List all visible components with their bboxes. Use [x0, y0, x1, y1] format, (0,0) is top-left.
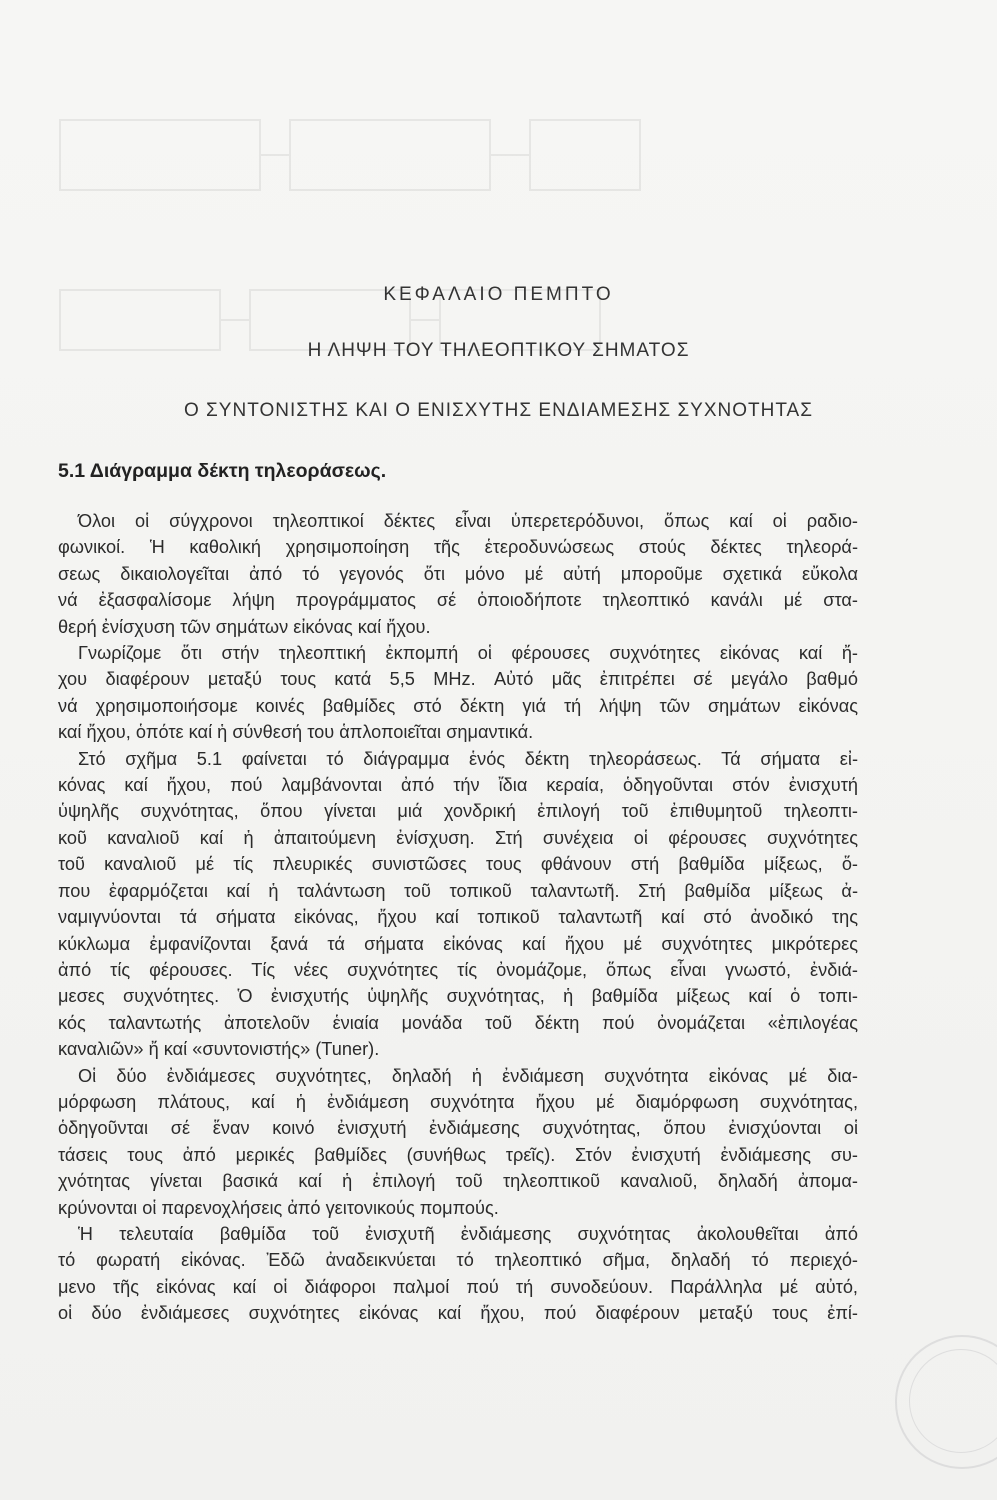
text-line: νά χρησιμοποιήσομε κοινές βαθμίδες στό δέκτη γιά τή λήψη τῶν σημάτων εἰκόνας — [58, 695, 858, 716]
text-line: νά ἐξασφαλίσομε λήψη προγράμματος σέ ὁποιοδήποτε τηλεοπτικό κανάλι μέ στα- — [58, 590, 858, 611]
text-line: τό φωρατή εἰκόνας. Ἐδῶ ἀναδεικνύεται τό τηλεοπτικό σῆμα, δηλαδή τό περιεχό- — [58, 1250, 858, 1271]
paragraph — [58, 1063, 858, 1221]
paragraph — [58, 746, 858, 1063]
text-line: ὑψηλῆς συχνότητας, ὅπου γίνεται μιά χονδρική ἐπιλογή τοῦ ἐπιθυμητοῦ τηλεοπτι- — [58, 801, 858, 822]
text-line: μεσες συχνότητες. Ὁ ἐνισχυτής ὑψηλῆς συχνότητας, ἡ βαθμίδα μίξεως καί ὁ τοπι- — [58, 986, 858, 1007]
text-line: τοῦ καναλιοῦ μέ τίς πλευρικές συνιστῶσες τους φθάνουν στή βαθμίδα μίξεως, ὅ- — [58, 854, 858, 875]
chapter-title: Η ΛΗΨΗ ΤΟΥ ΤΗΛΕΟΠΤΙΚΟΥ ΣΗΜΑΤΟΣ — [307, 340, 690, 361]
text-line: μενο τῆς εἰκόνας καί οἱ διάφοροι παλμοί πού τή συνοδεύουν. Παράλληλα μέ αὐτό, — [58, 1276, 858, 1297]
text-line: θερή ἐνίσχυση τῶν σημάτων εἰκόνας καί ἤχου. — [58, 616, 431, 637]
text-line: κρύνονται οἱ παρενοχλήσεις ἀπό γειτονικούς πομπούς. — [58, 1197, 499, 1218]
text-line: Γνωρίζομε ὅτι στήν τηλεοπτική ἐκπομπή οἱ φέρουσες συχνότητες εἰκόνας καί ἤ- — [78, 643, 858, 664]
text-line: κός ταλαντωτής ἀποτελοῦν ἑνιαία μονάδα τοῦ δέκτη πού ὀνομάζεται «ἐπιλογέας — [58, 1012, 858, 1033]
text-line: Στό σχῆμα 5.1 φαίνεται τό διάγραμμα ἑνός δέκτη τηλεοράσεως. Τά σήματα εἰ- — [78, 748, 858, 769]
text-line: χου διαφέρουν μεταξύ τους κατά 5,5 MHz. Αὐτό μᾶς ἐπιτρέπει σέ μεγάλο βαθμό — [58, 669, 858, 690]
chapter-number: ΚΕΦΑΛΑΙΟ ΠΕΜΠΤΟ — [383, 284, 614, 305]
body-text — [58, 508, 858, 1327]
text-line: που ἐφαρμόζεται καί ἡ ταλάντωση τοῦ τοπικοῦ ταλαντωτῆ. Στή βαθμίδα μίξεως ἀ- — [58, 880, 858, 901]
text-line: κόνας καί ἤχου, πού λαμβάνονται ἀπό τήν ἴδια κεραία, ὁδηγοῦνται στόν ἐνισχυτή — [58, 775, 858, 796]
text-line: φωνικοί. Ἡ καθολική χρησιμοποίηση τῆς ἑτεροδυνώσεως στούς δέκτες τηλεορά- — [58, 537, 858, 558]
paragraph — [58, 640, 858, 746]
text-line: ἀπό τίς φέρουσες. Τίς νέες συχνότητες τίς ὀνομάζομε, ὅπως εἶναι γνωστό, ἐνδιά- — [58, 959, 858, 980]
text-line: καναλιῶν» ἤ καί «συντονιστής» (Tuner). — [58, 1039, 380, 1060]
text-line: Οἱ δύο ἐνδιάμεσες συχνότητες, δηλαδή ἡ ἐνδιάμεση συχνότητα εἰκόνας μέ δια- — [78, 1065, 858, 1086]
text-line: σεως δικαιολογεῖται ἀπό τό γεγονός ὅτι μόνο μέ αὐτή μποροῦμε σχετικά εὔκολα — [58, 563, 858, 584]
text-line: κοῦ καναλιοῦ καί ἡ ἀπαιτούμενη ἐνίσχυση. Στή συνέχεια οἱ φέρουσες συχνότητες — [58, 827, 858, 848]
paragraph — [58, 1221, 858, 1327]
text-line: τάσεις τους ἀπό μερικές βαθμίδες (συνήθως τρεῖς). Στόν ἐνισχυτή ἐνδιάμεσης συ- — [58, 1144, 858, 1165]
text-line: οἱ δύο ἐνδιάμεσες συχνότητες εἰκόνας καί ἤχου, πού διαφέρουν μεταξύ τους ἐπί- — [58, 1303, 858, 1324]
text-line: ὁδηγοῦνται σέ ἕναν κοινό ἐνισχυτή ἐνδιάμεσης συχνότητας, ὅπου ἐνισχύονται οἱ — [58, 1118, 858, 1139]
text-line: χνότητας γίνεται βασικά καί ἡ ἐπιλογή τοῦ τηλεοπτικοῦ καναλιοῦ, δηλαδή ἀπομα- — [58, 1171, 858, 1192]
text-line: Ἡ τελευταία βαθμίδα τοῦ ἐνισχυτῆ ἐνδιάμεσης συχνότητας ἀκολουθεῖται ἀπό — [78, 1223, 858, 1244]
chapter-subtitle: Ο ΣΥΝΤΟΝΙΣΤΗΣ ΚΑΙ Ο ΕΝΙΣΧΥΤΗΣ ΕΝΔΙΑΜΕΣΗΣ ΣΥΧΝΟΤΗΤΑΣ — [184, 400, 813, 421]
text-line: μόρφωση πλάτους, καί ἡ ἐνδιάμεση συχνότητα ἤχου μέ διαμόρφωση συχνότητας, — [58, 1091, 858, 1112]
library-stamp-inner-ring — [909, 1349, 997, 1453]
library-stamp — [895, 1335, 997, 1469]
paragraph — [58, 508, 858, 640]
text-line: καί ἤχου, ὁπότε καί ἡ σύνθεσή του ἁπλοποιεῖται σημαντικά. — [58, 722, 534, 743]
text-line: κύκλωμα ἐμφανίζονται ξανά τά σήματα εἰκόνας καί ἤχου μέ συχνότητες μικρότερες — [58, 933, 858, 954]
text-line: ναμιγνύονται τά σήματα εἰκόνας, ἤχου καί τοπικοῦ ταλαντωτῆ καί στό ἀνοδικό της — [58, 907, 858, 928]
text-line: Όλοι οἱ σύγχρονοι τηλεοπτικοί δέκτες εἶναι ὑπερετερόδυνοι, ὅπως καί οἱ ραδιο- — [78, 511, 858, 531]
section-heading: 5.1 Διάγραμμα δέκτη τηλεοράσεως. — [58, 460, 387, 482]
